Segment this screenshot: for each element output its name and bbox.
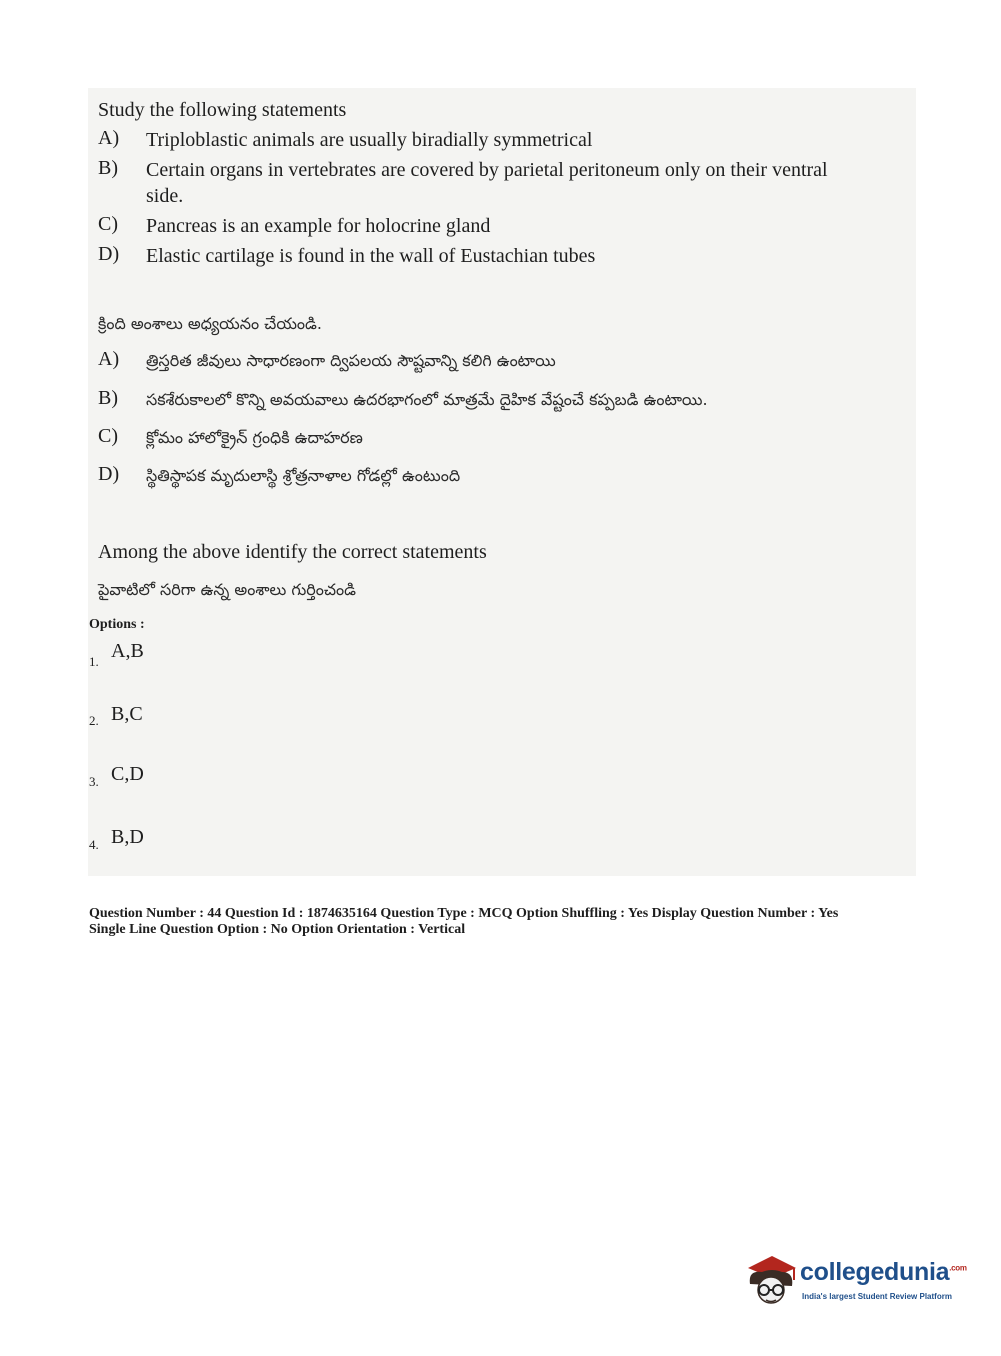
metadata-line-2: Single Line Question Option : No Option Orientation : Vertical [89,922,466,937]
option-value: C,D [111,763,144,785]
option-value: B,D [111,826,144,848]
statement-en-a [98,127,592,153]
logo-name: collegedunia [800,1258,950,1286]
statement-te-a [98,348,556,374]
statement-letter: C) [98,213,118,235]
statement-en-c [98,213,490,239]
statement-text: త్రిస్తరిత జీవులు సాధారణంగా ద్విపలయ సౌష్టవాన్ని కలిగి ఉంటాయి [146,351,556,370]
statement-letter: A) [98,127,120,149]
option-number: 3. [89,774,99,789]
option-value: A,B [111,640,144,662]
statement-te-c [98,425,363,451]
option-value: B,C [111,703,143,725]
logo-dotcom: .com [949,1263,967,1273]
question-prompt-en: Among the above identify the correct statements [98,541,487,563]
statement-letter: D) [98,243,120,265]
statement-en-b [98,157,858,209]
question-prompt-te: పైవాటిలో సరిగా ఉన్న అంశాలు గుర్తించండి [98,580,356,599]
student-mascot-icon [742,1250,802,1310]
question-intro-te: క్రింది అంశాలు అధ్యయనం చేయండి. [98,314,322,333]
statement-letter: C) [98,425,118,447]
statement-text: క్లోమం హాలోక్రైన్ గ్రంధికి ఉదాహరణ [146,428,363,447]
option-number: 4. [89,837,99,852]
statement-text: Elastic cartilage is found in the wall of Eustachian tubes [146,245,596,267]
statement-letter: B) [98,157,118,179]
option-number: 1. [89,654,99,669]
statement-letter: D) [98,463,120,485]
metadata-line-1: Question Number : 44 Question Id : 1874635164 Question Type : MCQ Option Shuffling : Yes Display Question Number : Yes [89,906,839,921]
collegedunia-logo[interactable] [742,1250,972,1310]
question-metadata [89,906,909,938]
question-intro-en: Study the following statements [98,99,347,121]
statement-text: Pancreas is an example for holocrine gland [146,215,491,237]
statement-text: స్థితిస్థాపక మృదులాస్థి శ్రోత్రనాళాల గోడల్లో ఉంటుంది [146,466,461,485]
statement-text: Triploblastic animals are usually biradially symmetrical [146,129,593,151]
statement-en-d [98,243,595,269]
statement-te-d [98,463,460,489]
logo-tagline: India's largest Student Review Platform [802,1292,952,1301]
statement-text: Certain organs in vertebrates are covered by parietal peritoneum only on their ventral side. [146,159,828,207]
statement-letter: B) [98,387,118,409]
options-label: Options : [89,617,145,632]
statement-letter: A) [98,348,120,370]
statement-text: సకశేరుకాలలో కొన్ని అవయవాలు ఉదరభాగంలో మాత్రమే దైహిక వేష్టంచే కప్పబడి ఉంటాయి. [146,390,708,409]
logo-wordmark [800,1258,967,1287]
statement-te-b [98,387,708,413]
option-number: 2. [89,713,99,728]
